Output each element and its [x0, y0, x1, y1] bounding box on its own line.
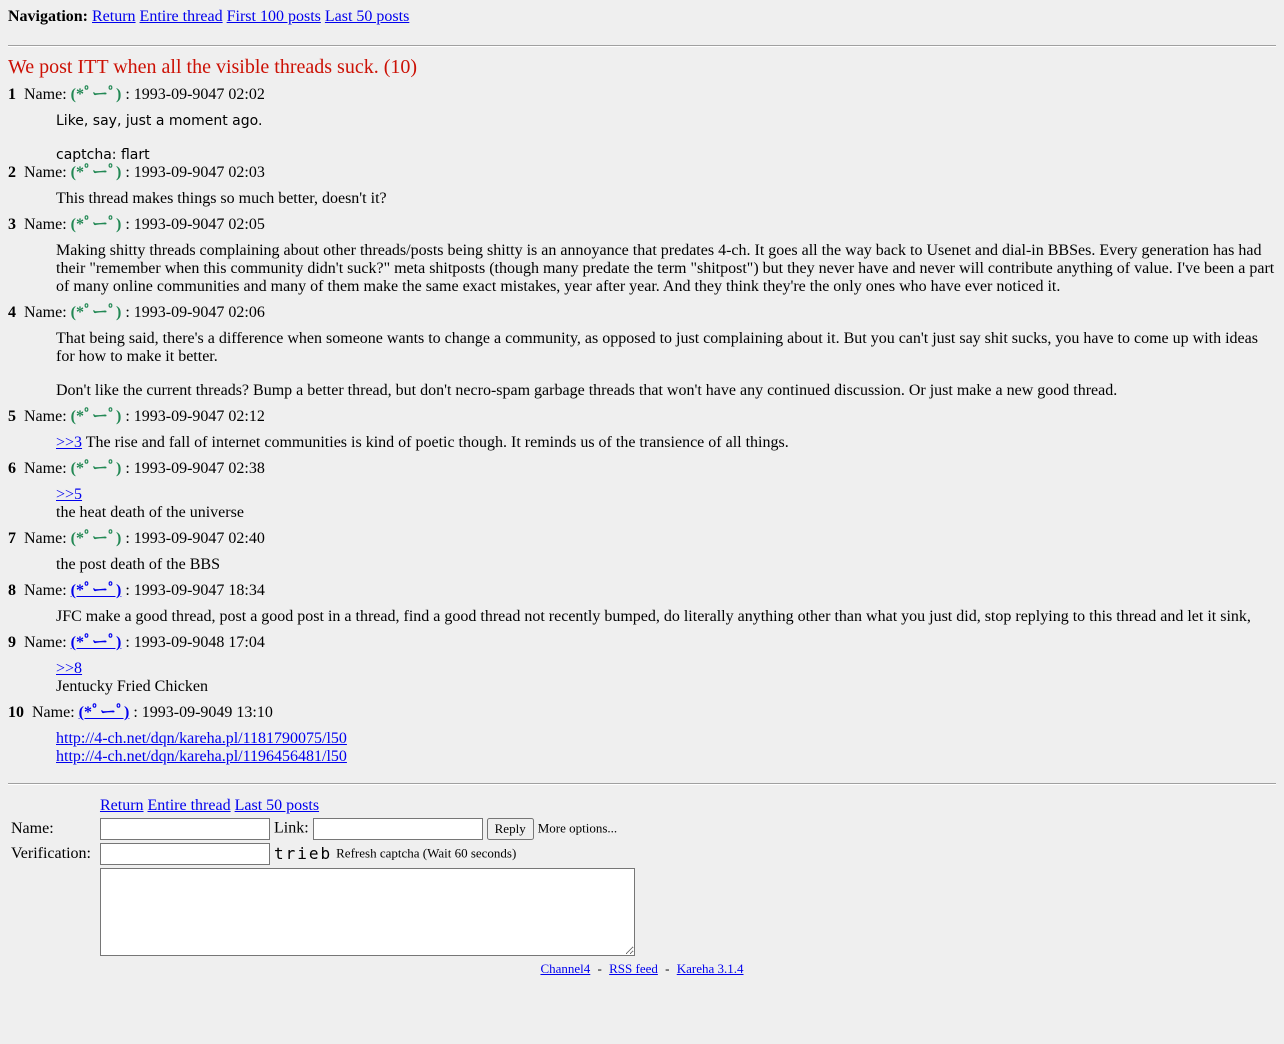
post-header: [8, 216, 1276, 234]
post-name-label: Name:: [24, 634, 67, 651]
footer-separator: -: [665, 961, 670, 976]
post-text: JFC make a good thread, post a good post in a thread, find a good thread not recently bumped, do literally anything other than what you just did, stop replying to this thread and let it sink,: [56, 608, 1251, 625]
post-date: : 1993-09-9047 02:06: [125, 304, 265, 321]
post-date: : 1993-09-9047 02:12: [125, 408, 265, 425]
nav-entire-thread-link[interactable]: Entire thread: [139, 8, 223, 25]
post-number[interactable]: 6: [8, 460, 16, 477]
poster-name-link[interactable]: (*ﾟーﾟ): [70, 582, 122, 599]
post-number[interactable]: 2: [8, 164, 16, 181]
reply-form: [8, 794, 638, 964]
form-nav: [100, 797, 635, 815]
post-date: : 1993-09-9049 13:10: [133, 704, 273, 721]
post-date: : 1993-09-9047 18:34: [125, 582, 265, 599]
post: [8, 216, 1276, 296]
nav-last-50-link[interactable]: Last 50 posts: [324, 8, 410, 25]
thread-url-link[interactable]: http://4-ch.net/dqn/kareha.pl/1181790075/l50: [56, 730, 347, 747]
post-header: [8, 582, 1276, 600]
poster-name: (*ﾟーﾟ): [70, 408, 122, 425]
poster-name: (*ﾟーﾟ): [70, 460, 122, 477]
footer-channel4-link[interactable]: Channel4: [540, 961, 591, 976]
post-date: : 1993-09-9047 02:02: [125, 86, 265, 103]
post-name-label: Name:: [24, 530, 67, 547]
refresh-captcha-link[interactable]: Refresh captcha (Wait 60 seconds): [336, 845, 517, 861]
post-date: : 1993-09-9047 02:38: [125, 460, 265, 477]
post-name-label: Name:: [24, 582, 67, 599]
post-number[interactable]: 9: [8, 634, 16, 651]
captcha-input[interactable]: [100, 843, 270, 865]
footer-kareha-link[interactable]: Kareha 3.1.4: [676, 961, 744, 976]
post-body: [56, 242, 1276, 296]
post: [8, 634, 1276, 696]
form-last-50-link[interactable]: Last 50 posts: [234, 797, 320, 814]
post-body: [56, 112, 1276, 164]
post-line: [56, 434, 1276, 452]
quote-link[interactable]: >>8: [56, 660, 83, 677]
post-text: This thread makes things so much better, doesn't it?: [56, 190, 387, 207]
post-body: [56, 556, 1276, 574]
link-input[interactable]: [313, 818, 483, 840]
poster-name-link[interactable]: (*ﾟーﾟ): [70, 634, 122, 651]
poster-name: [71, 582, 122, 599]
post-header: [8, 530, 1276, 548]
reply-button[interactable]: Reply: [487, 818, 534, 840]
captcha-image: trieb: [273, 844, 333, 863]
post-number[interactable]: 8: [8, 582, 16, 599]
post-header: [8, 304, 1276, 322]
post-body: [56, 330, 1276, 400]
post-number[interactable]: 10: [8, 704, 24, 721]
post-line: [56, 660, 1276, 678]
link-label: Link:: [273, 819, 309, 837]
post-number[interactable]: 4: [8, 304, 16, 321]
thread-title: We post ITT when all the visible threads suck. (10): [8, 56, 418, 78]
post-body: [56, 434, 1276, 452]
post-text: The rise and fall of internet communities is kind of poetic though. It reminds us of the transience of all things.: [85, 434, 789, 451]
post-date: : 1993-09-9048 17:04: [125, 634, 265, 651]
divider: [8, 783, 1276, 785]
post: [8, 408, 1276, 452]
post-body: [56, 608, 1276, 626]
post-text: Making shitty threads complaining about other threads/posts being shitty is an annoyance that predates 4-ch. It goes all the way back to Usenet and dial-in BBSes. Every generation has had their "remember when this community didn't suck?" meta shitposts (though many predate the term "shitpost") but they never have and never will contribute anything of value. I've been a part of many online communities and many of them make the same exact mistakes, year after year. And they think they're the only ones who have ever noticed it.: [56, 242, 1275, 295]
post-text: Jentucky Fried Chicken: [56, 678, 208, 695]
navigation-label: Navigation:: [8, 8, 88, 25]
navigation-bar: [8, 8, 1276, 26]
post-text: the heat death of the universe: [56, 504, 244, 521]
paragraph-gap: [56, 130, 1276, 146]
verification-label: Verification:: [11, 845, 91, 862]
post-name-label: Name:: [24, 460, 67, 477]
post-date: : 1993-09-9047 02:40: [125, 530, 265, 547]
post: [8, 304, 1276, 400]
poster-name: [79, 704, 130, 721]
footer-separator: -: [597, 961, 602, 976]
post-header: [8, 634, 1276, 652]
post: [8, 582, 1276, 626]
nav-return-link[interactable]: Return: [92, 8, 136, 25]
footer-rss-link[interactable]: RSS feed: [609, 961, 658, 976]
post-text: Don't like the current threads? Bump a better thread, but don't necro-spam garbage threads that won't have any continued discussion. Or just make a new good thread.: [56, 382, 1118, 399]
post-name-label: Name:: [24, 164, 67, 181]
more-options-link[interactable]: More options...: [537, 820, 618, 836]
name-label: Name:: [11, 820, 54, 837]
poster-name: [71, 634, 122, 651]
post-text: Like, say, just a moment ago.: [56, 113, 263, 129]
post-body: [56, 660, 1276, 696]
post-name-label: Name:: [24, 86, 67, 103]
paragraph-gap: [56, 366, 1276, 382]
poster-name: (*ﾟーﾟ): [70, 164, 122, 181]
nav-first-100-link[interactable]: First 100 posts: [226, 8, 321, 25]
post: [8, 704, 1276, 766]
poster-name-link[interactable]: (*ﾟーﾟ): [78, 704, 130, 721]
form-entire-thread-link[interactable]: Entire thread: [147, 797, 231, 814]
post: [8, 530, 1276, 574]
post: [8, 460, 1276, 522]
post-header: [8, 704, 1276, 722]
post-number[interactable]: 5: [8, 408, 16, 425]
post-number[interactable]: 7: [8, 530, 16, 547]
poster-name: (*ﾟーﾟ): [70, 530, 122, 547]
post: [8, 164, 1276, 208]
poster-name: (*ﾟーﾟ): [70, 216, 122, 233]
form-return-link[interactable]: Return: [99, 797, 144, 814]
comment-textarea[interactable]: [100, 868, 635, 956]
post-list: [8, 86, 1276, 766]
name-input[interactable]: [100, 818, 270, 840]
post-header: [8, 86, 1276, 104]
post-number[interactable]: 3: [8, 216, 16, 233]
post-name-label: Name:: [32, 704, 75, 721]
post-header: [8, 164, 1276, 182]
post-date: : 1993-09-9047 02:03: [125, 164, 265, 181]
post-line: [56, 730, 1276, 748]
poster-name: (*ﾟーﾟ): [70, 86, 122, 103]
post-line: [56, 748, 1276, 766]
post: [8, 86, 1276, 164]
post-body: [56, 730, 1276, 766]
post-body: [56, 486, 1276, 522]
post-text: That being said, there's a difference when someone wants to change a community, as opposed to just complaining about it. But you can't just say shit sucks, you have to come up with ideas for how to make it better.: [56, 330, 1258, 365]
post-name-label: Name:: [24, 216, 67, 233]
post-header: [8, 460, 1276, 478]
post-text: captcha: flart: [56, 147, 150, 163]
post-header: [8, 408, 1276, 426]
post-body: [56, 190, 1276, 208]
quote-link[interactable]: >>3: [56, 434, 83, 451]
thread-url-link[interactable]: http://4-ch.net/dqn/kareha.pl/1196456481/l50: [56, 748, 347, 765]
post-name-label: Name:: [24, 304, 67, 321]
post-name-label: Name:: [24, 408, 67, 425]
poster-name: (*ﾟーﾟ): [70, 304, 122, 321]
post-text: the post death of the BBS: [56, 556, 220, 573]
quote-link[interactable]: >>5: [56, 486, 83, 503]
post-line: [56, 486, 1276, 504]
post-date: : 1993-09-9047 02:05: [125, 216, 265, 233]
post-number[interactable]: 1: [8, 86, 16, 103]
